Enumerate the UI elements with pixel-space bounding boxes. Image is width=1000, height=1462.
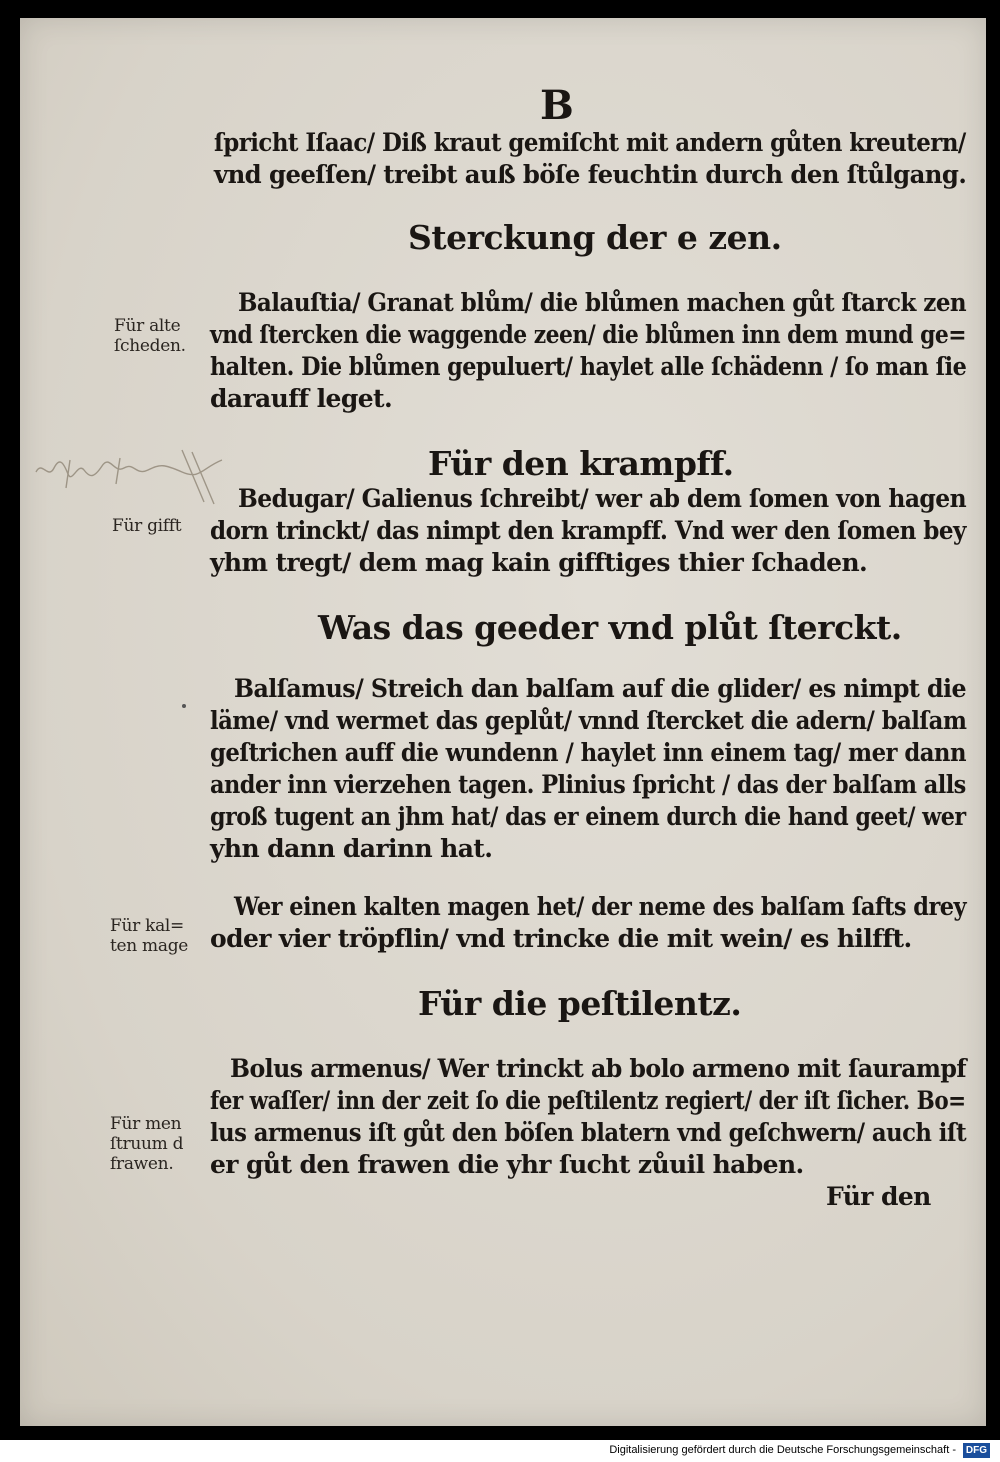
dfg-logo: DFG (963, 1443, 990, 1458)
text-line: groß tugent an jhm hat/ das er einem durch die hand geet/ wer (210, 802, 966, 831)
book-page (20, 18, 986, 1426)
margin-note (112, 516, 181, 536)
handwritten-annotation (32, 440, 232, 510)
text-line: ſpricht Iſaac/ Diß kraut gemiſcht mit andern gůten kreutern/ (214, 128, 966, 157)
margin-note-line: Für alte (114, 316, 181, 336)
text-line: darauff leget. (210, 384, 393, 413)
margin-note-line: ſcheden. (114, 336, 186, 356)
margin-note (110, 1114, 183, 1174)
text-line: Bedugar/ Galienus ſchreibt/ wer ab dem ſomen von hagen (238, 484, 967, 513)
text-line: fer waſſer/ inn der zeit ſo die peſtilentz regiert/ der iſt ſicher. Bo= (210, 1086, 966, 1115)
text-line: dorn trinckt/ das nimpt den krampff. Vnd wer den ſomen bey (210, 516, 966, 545)
text-line: ander inn vierzehen tagen. Plinius ſpricht / das der balſam alls (210, 770, 966, 799)
text-line: lus armenus iſt gůt den böſen blatern vnd geſchwern/ auch iſt (210, 1118, 967, 1147)
text-line: Balſamus/ Streich dan balſam auf die glider/ es nimpt die (234, 674, 966, 703)
text-line: yhn dann darinn hat. (210, 834, 493, 863)
text-line: läme/ vnd wermet das geplůt/ vnnd ſtercket die adern/ balſam (210, 706, 967, 735)
margin-note (110, 916, 188, 956)
margin-note-line: frawen. (110, 1154, 174, 1174)
text-line: yhm tregt/ dem mag kain gifftiges thier ſchaden. (210, 548, 868, 577)
signature-mark: B (540, 82, 574, 129)
margin-note-line: ten mage (110, 936, 189, 956)
catchword: Für den (826, 1182, 931, 1211)
text-line: geſtrichen auff die wundenn / haylet inn einem tag/ mer dann (210, 738, 966, 767)
margin-note-line: Für men (110, 1114, 182, 1134)
section-heading: Für den krampff. (428, 444, 734, 483)
footer-credit: Digitalisierung gefördert durch die Deutsche Forschungsgemeinschaft - (609, 1444, 956, 1456)
margin-note-line: Für gifft (112, 516, 182, 536)
text-line: Wer einen kalten magen het/ der neme des balſam ſafts drey (234, 892, 967, 921)
text-line: vnd ſtercken die waggende zeen/ die blůmen inn dem mund ge= (210, 320, 967, 349)
section-heading: Was das geeder vnd plůt ſterckt. (318, 608, 902, 647)
section-heading: Sterckung der e zen. (408, 218, 782, 257)
ink-spot (182, 704, 186, 708)
margin-note-line: ſtruum d (110, 1134, 184, 1154)
text-line: oder vier tröpflin/ vnd trincke die mit wein/ es hilfft. (210, 924, 912, 953)
text-line: Bolus armenus/ Wer trinckt ab bolo armeno mit ſaurampf (230, 1054, 966, 1083)
text-line: Balauſtia/ Granat blům/ die blůmen machen gůt ſtarck zen (238, 288, 967, 317)
footer-bar (0, 1440, 1000, 1462)
text-line: vnd geeſſen/ treibt auß böſe feuchtin durch den ſtůlgang. (214, 160, 967, 189)
margin-note-line: Für kal= (110, 916, 184, 936)
text-line: er gůt den frawen die yhr ſucht zůuil haben. (210, 1150, 804, 1179)
margin-note (114, 316, 186, 356)
section-heading: Für die peſtilentz. (418, 984, 742, 1023)
text-line: halten. Die blůmen gepuluert/ haylet alle ſchädenn / ſo man ſie (210, 352, 967, 381)
